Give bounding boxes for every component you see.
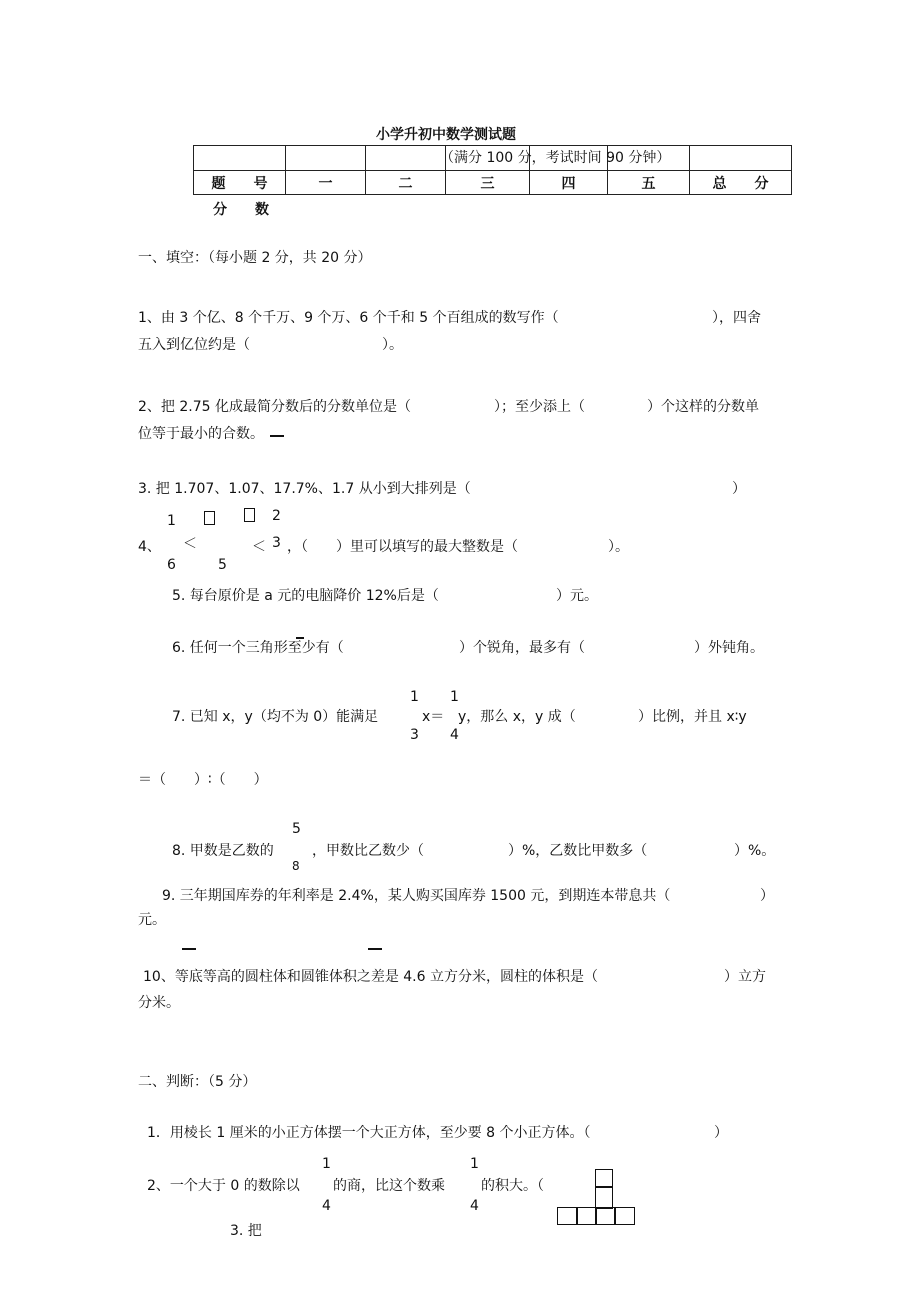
q2-line1: 2、把 2.75 化成最简分数后的分数单位是（ bbox=[138, 399, 411, 415]
q4-end: ）。 bbox=[608, 539, 629, 555]
page-title: 小学升初中数学测试题 bbox=[376, 127, 516, 143]
overline-mark bbox=[182, 948, 196, 950]
q4-less-than-2: ＜ bbox=[252, 539, 266, 555]
q7-line2: ＝（ ）∶（ ） bbox=[138, 772, 268, 788]
subtitle: （满分 100 分，考试时间 90 分钟） bbox=[440, 150, 671, 166]
s2-q1: 1．用棱长 1 厘米的小正方体摆一个大正方体，至少要 8 个小正方体。（ bbox=[147, 1125, 591, 1141]
blank-box-icon bbox=[204, 511, 215, 525]
s2-q1-end: ） bbox=[714, 1125, 728, 1141]
q6-mid: ）个锐角，最多有（ bbox=[459, 640, 585, 656]
q1-line2-end: ）。 bbox=[382, 337, 403, 353]
q10-line2: 分米。 bbox=[138, 995, 180, 1011]
overline-mark bbox=[296, 637, 304, 639]
q6: 6. 任何一个三角形至少有（ bbox=[172, 640, 344, 656]
q7-d: ）比例，并且 x∶y bbox=[638, 709, 747, 725]
q1-line1: 1、由 3 个亿、8 个千万、9 个万、6 个千和 5 个百组成的数写作（ bbox=[138, 310, 559, 326]
q4-prefix: 4、 bbox=[138, 539, 161, 555]
q7-num1: 1 bbox=[410, 689, 419, 705]
q8-num: 5 bbox=[292, 821, 301, 837]
net-square bbox=[595, 1207, 616, 1225]
q7-num2: 1 bbox=[450, 689, 459, 705]
q7-c: y，那么 x，y 成（ bbox=[458, 709, 576, 725]
table-header-cell: 一 bbox=[286, 171, 366, 195]
q7-b: x＝ bbox=[422, 709, 445, 725]
q1-line2: 五入到亿位约是（ bbox=[138, 337, 250, 353]
q10-end: ）立方 bbox=[724, 969, 766, 985]
blank-box-icon bbox=[244, 508, 255, 522]
overline-mark bbox=[368, 948, 382, 950]
q7-a: 7. 已知 x，y（均不为 0）能满足 bbox=[172, 709, 379, 725]
q9-line1: 9. 三年期国库券的年利率是 2.4%，某人购买国库券 1500 元，到期连本带息共（ bbox=[162, 888, 671, 904]
q8-den: 8 bbox=[292, 859, 300, 873]
q1-line1-end: ），四舍 bbox=[712, 310, 761, 326]
s2-q2-num2: 1 bbox=[470, 1156, 479, 1172]
q8-a: 8. 甲数是乙数的 bbox=[172, 843, 274, 859]
section2-heading: 二、判断：（5 分） bbox=[138, 1074, 257, 1090]
score-row-label: 分 数 bbox=[213, 202, 269, 218]
table-header-cell: 三 bbox=[446, 171, 530, 195]
q8-b: ，甲数比乙数少（ bbox=[312, 843, 424, 859]
table-header-cell: 五 bbox=[608, 171, 690, 195]
s2-q3: 3. 把 bbox=[230, 1223, 262, 1239]
q4-top-left: 1 bbox=[167, 513, 176, 529]
q5: 5. 每台原价是 a 元的电脑降价 12%后是（ bbox=[172, 588, 439, 604]
s2-q2-a: 2、一个大于 0 的数除以 bbox=[147, 1178, 300, 1194]
net-square bbox=[614, 1207, 635, 1225]
s2-q2-b: 的商，比这个数乘 bbox=[333, 1178, 445, 1194]
q4-bottom-left: 6 bbox=[167, 557, 176, 573]
s2-q2-den2: 4 bbox=[470, 1198, 479, 1214]
q9-line2: 元。 bbox=[138, 912, 166, 928]
q2-mid: ）；至少添上（ bbox=[494, 399, 585, 415]
q4-less-than-1: ＜ bbox=[183, 536, 197, 552]
q2-line2: 位等于最小的合数。 bbox=[138, 426, 264, 442]
q3: 3. 把 1.707、1.07、17.7%、1.7 从小到大排列是（ bbox=[138, 481, 471, 497]
q4-three: 3 bbox=[272, 535, 281, 551]
q7-den2: 4 bbox=[450, 727, 459, 743]
section1-heading: 一、填空：（每小题 2 分，共 20 分） bbox=[138, 250, 372, 266]
cube-net-figure bbox=[557, 1169, 637, 1229]
s2-q2-c: 的积大。（ bbox=[481, 1178, 544, 1194]
q6-end: ）外钝角。 bbox=[694, 640, 764, 656]
q10-line1: 10、等底等高的圆柱体和圆锥体积之差是 4.6 立方分米，圆柱的体积是（ bbox=[143, 969, 598, 985]
table-header-cell: 二 bbox=[366, 171, 446, 195]
s2-q2-den1: 4 bbox=[322, 1198, 331, 1214]
q8-c: ）%，乙数比甲数多（ bbox=[508, 843, 648, 859]
q3-end: ） bbox=[732, 481, 746, 497]
table-cell bbox=[366, 146, 446, 171]
table-header-cell: 题 号 bbox=[194, 171, 286, 195]
q4-bottom-right: 5 bbox=[218, 557, 227, 573]
s2-q2-num1: 1 bbox=[322, 1156, 331, 1172]
q8-d: ）%。 bbox=[734, 843, 776, 859]
q2-end: ）个这样的分数单 bbox=[647, 399, 759, 415]
net-square bbox=[557, 1207, 578, 1225]
table-cell bbox=[690, 146, 792, 171]
q7-den1: 3 bbox=[410, 727, 419, 743]
table-header-cell: 四 bbox=[530, 171, 608, 195]
q4-text: ，（ ）里可以填写的最大整数是（ bbox=[287, 539, 518, 555]
underline-mark bbox=[270, 435, 284, 437]
q9-end: ） bbox=[760, 888, 774, 904]
net-square bbox=[576, 1207, 597, 1225]
q5-end: ）元。 bbox=[556, 588, 598, 604]
table-cell bbox=[286, 146, 366, 171]
table-header-cell: 总 分 bbox=[690, 171, 792, 195]
net-square bbox=[595, 1186, 613, 1209]
table-cell bbox=[194, 146, 286, 171]
q4-top-right: 2 bbox=[272, 508, 281, 524]
